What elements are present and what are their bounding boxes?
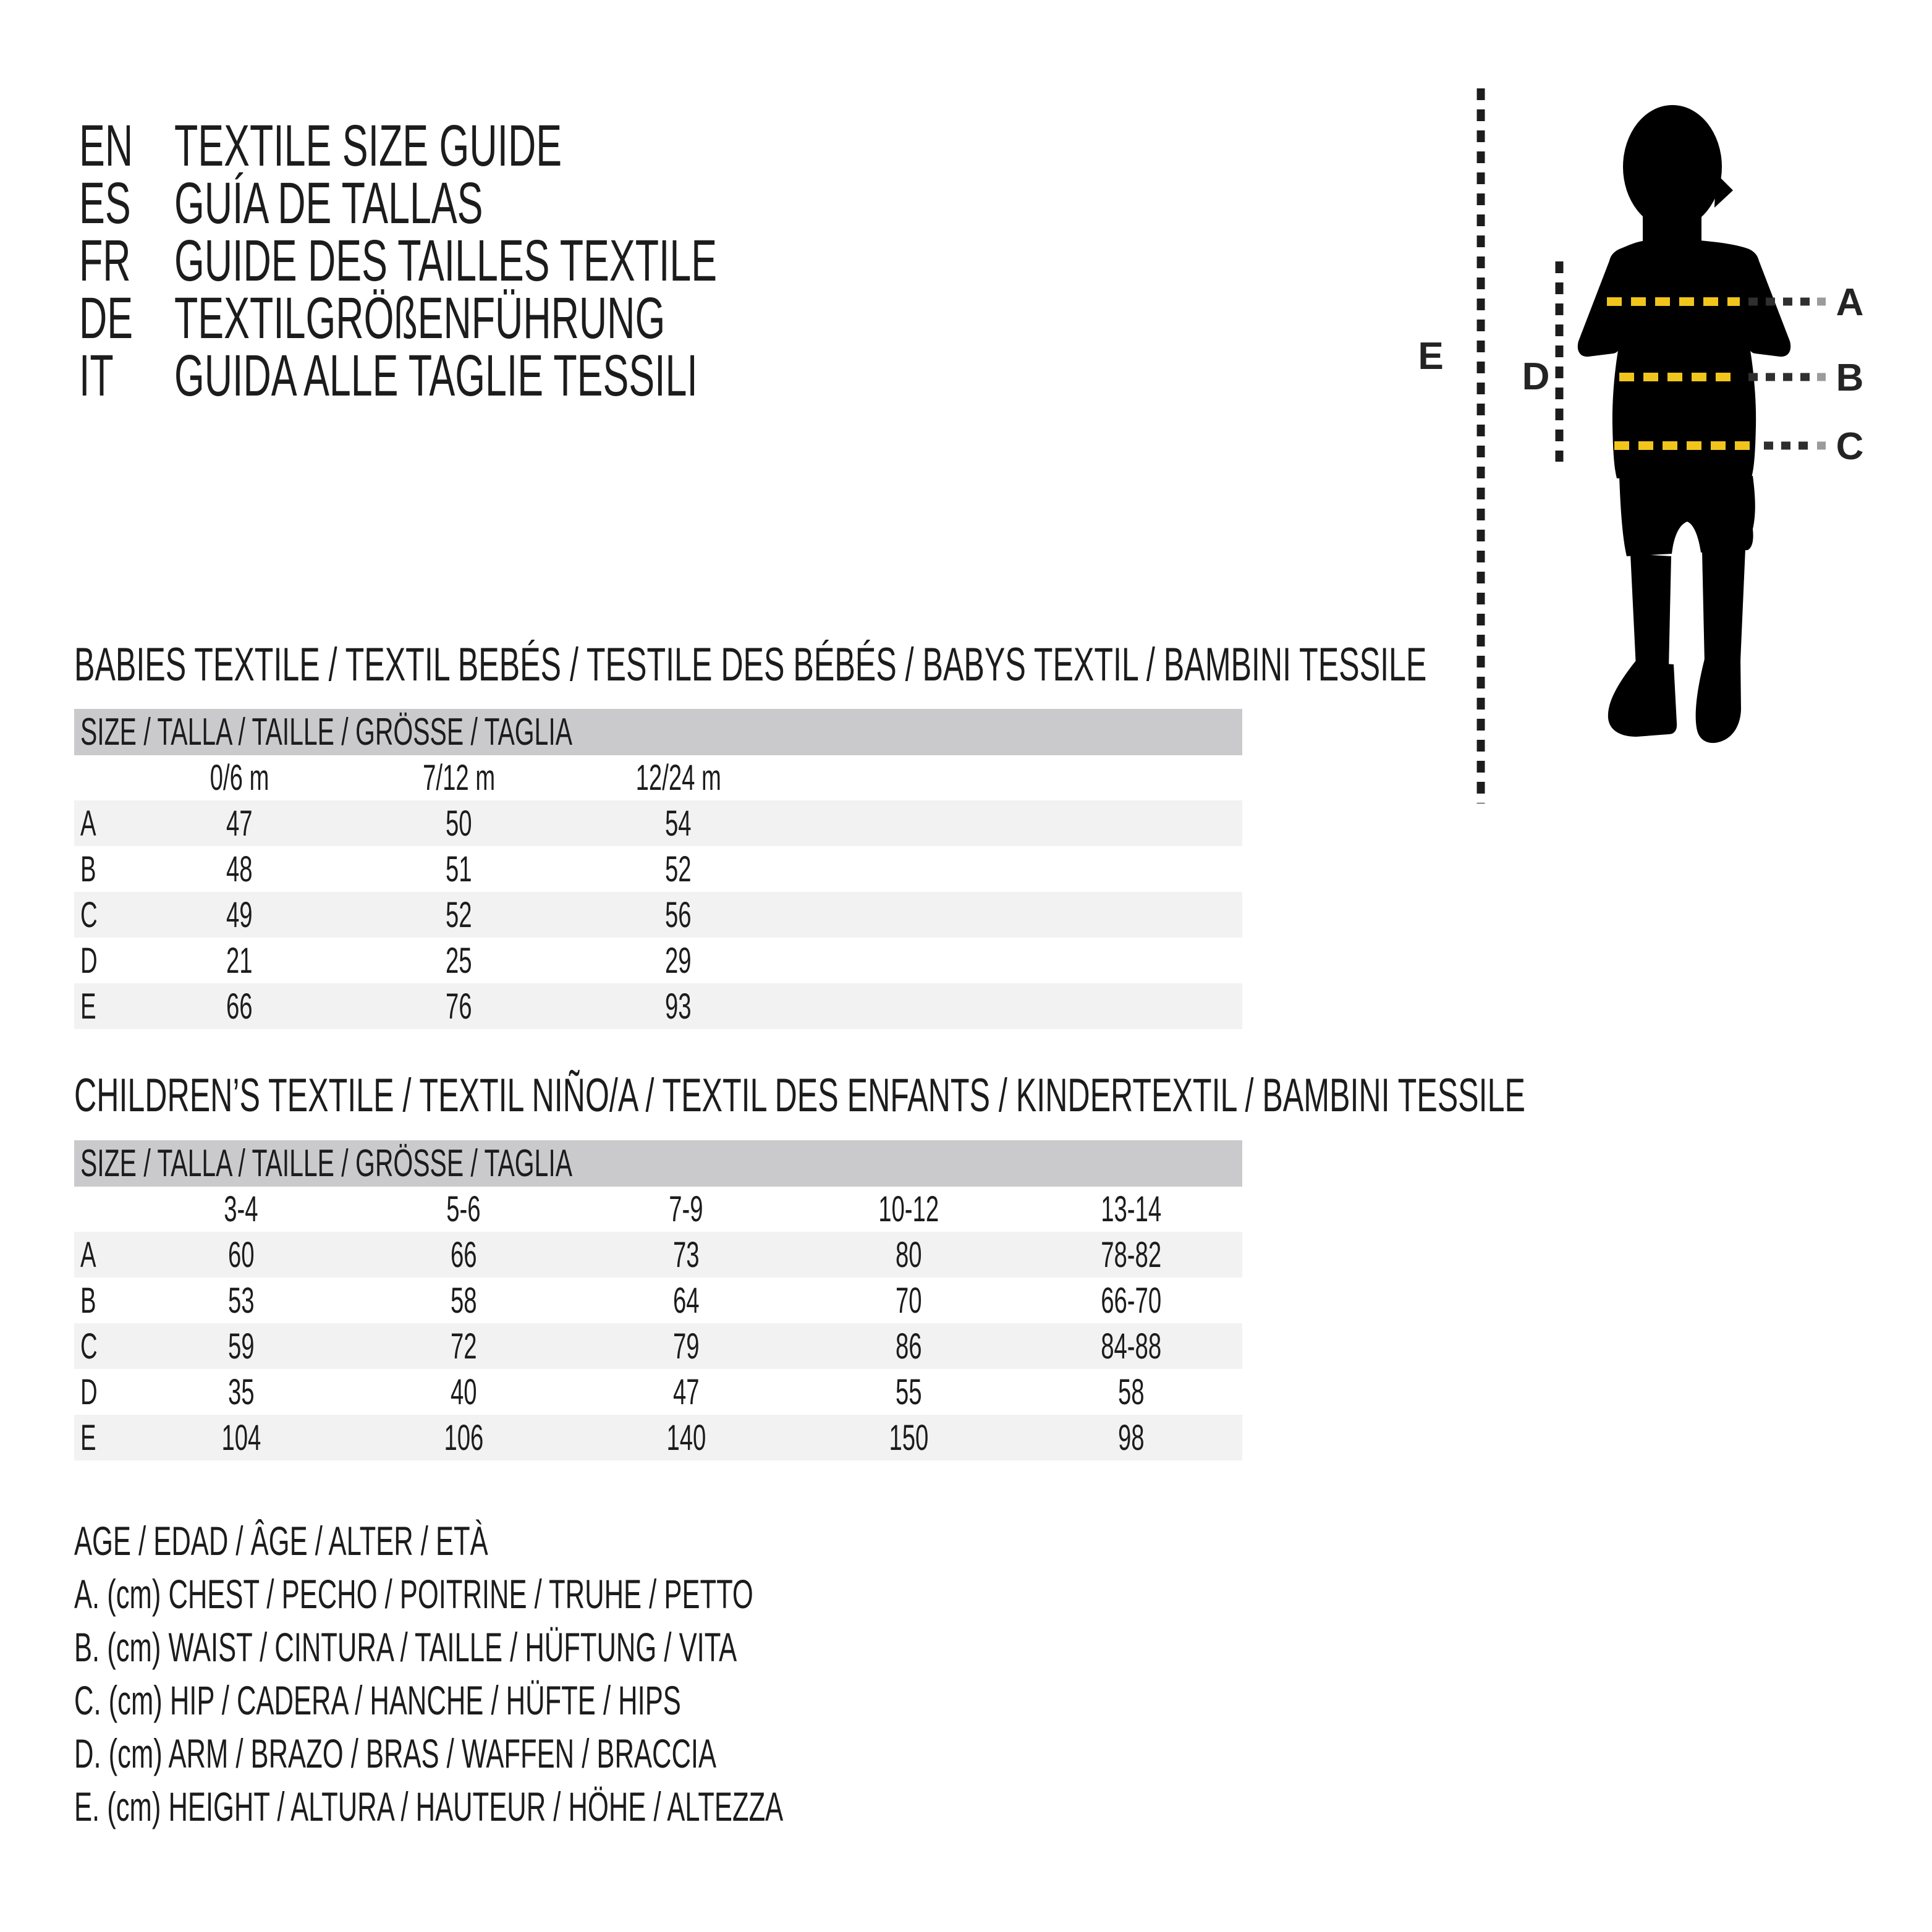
table-cell: 52 <box>665 849 692 889</box>
language-code: DE <box>79 286 133 351</box>
table-cell: 58 <box>450 1280 477 1321</box>
table-cell: 29 <box>665 940 692 981</box>
row-label: B <box>80 1280 96 1321</box>
table-cell: 52 <box>446 894 472 935</box>
label-height-E: E <box>1418 335 1444 378</box>
table-row <box>74 1323 1242 1369</box>
table-cell: 93 <box>665 986 692 1027</box>
legend-line: E. (cm) HEIGHT / ALTURA / HAUTEUR / HÖHE / ALTEZZA <box>74 1784 784 1829</box>
babies-size-table <box>74 709 1242 1029</box>
table-cell: 35 <box>227 1371 255 1412</box>
legend-line: B. (cm) WAIST / CINTURA / TAILLE / HÜFTUNG / VITA <box>74 1624 737 1670</box>
column-header: 0/6 m <box>210 758 269 798</box>
language-code: FR <box>79 228 131 294</box>
table-cell: 72 <box>450 1326 477 1366</box>
children-size-table <box>74 1140 1242 1460</box>
babies-section-title <box>74 638 1932 691</box>
babies-table-header-bar <box>74 709 1242 755</box>
table-cell: 51 <box>446 849 472 889</box>
table-row <box>74 938 1242 983</box>
table-cell: 150 <box>889 1417 928 1458</box>
language-code: IT <box>79 343 114 409</box>
table-cell: 76 <box>446 986 472 1027</box>
table-cell: 84-88 <box>1101 1326 1161 1366</box>
table-row <box>74 846 1242 892</box>
row-label: D <box>80 940 98 981</box>
language-list <box>79 113 996 409</box>
language-title: GUIDE DES TAILLES TEXTILE <box>174 228 718 294</box>
table-cell: 64 <box>672 1280 700 1321</box>
column-header: 7/12 m <box>422 758 496 798</box>
language-code: EN <box>79 113 133 179</box>
column-header: 7-9 <box>669 1189 703 1229</box>
legend-line: D. (cm) ARM / BRAZO / BRAS / WAFFEN / BRACCIA <box>74 1731 717 1776</box>
language-row <box>79 343 996 409</box>
table-row <box>74 1415 1242 1460</box>
row-label: E <box>80 1417 96 1458</box>
table-cell: 73 <box>672 1234 700 1275</box>
language-title: GUIDA ALLE TAGLIE TESSILI <box>174 343 698 409</box>
language-title: TEXTILGRÖßENFÜHRUNG <box>174 286 666 351</box>
table-cell: 106 <box>444 1417 483 1458</box>
table-row <box>74 892 1242 938</box>
table-cell: 66 <box>226 986 253 1027</box>
table-cell: 140 <box>666 1417 706 1458</box>
children-table-header-bar <box>74 1140 1242 1187</box>
language-code: ES <box>79 171 131 236</box>
table-cell: 25 <box>446 940 472 981</box>
legend-line: A. (cm) CHEST / PECHO / POITRINE / TRUHE / PETTO <box>74 1571 753 1617</box>
table-row <box>74 800 1242 846</box>
table-cell: 54 <box>665 803 692 844</box>
table-cell: 86 <box>895 1326 922 1366</box>
babies-section-title-text: BABIES TEXTILE / TEXTIL BEBÉS / TESTILE DES BÉBÉS / BABYS TEXTIL / BAMBINI TESSILE <box>74 638 1427 691</box>
measurement-figure <box>1409 80 1932 816</box>
table-cell: 59 <box>227 1326 255 1366</box>
table-cell: 78-82 <box>1101 1234 1161 1275</box>
children-section-title <box>74 1069 1932 1122</box>
table-cell: 50 <box>446 803 472 844</box>
table-cell: 80 <box>895 1234 922 1275</box>
children-table-header-text: SIZE / TALLA / TAILLE / GRÖSSE / TAGLIA <box>80 1142 572 1185</box>
table-cell: 66 <box>450 1234 477 1275</box>
row-label: E <box>80 986 96 1027</box>
language-row <box>79 113 996 179</box>
table-cell: 66-70 <box>1101 1280 1161 1321</box>
table-row <box>74 1277 1242 1323</box>
row-label: D <box>80 1371 98 1412</box>
language-title: TEXTILE SIZE GUIDE <box>174 113 562 179</box>
children-column-headers <box>74 1187 1242 1232</box>
row-label: A <box>80 1234 96 1275</box>
table-cell: 49 <box>226 894 253 935</box>
table-cell: 40 <box>450 1371 477 1412</box>
babies-column-headers <box>74 755 1242 800</box>
column-header: 5-6 <box>446 1189 481 1229</box>
table-row <box>74 1369 1242 1415</box>
label-waist-B: B <box>1836 357 1864 399</box>
babies-table-rows <box>74 800 1242 1029</box>
label-hip-C: C <box>1836 425 1864 468</box>
children-table-rows <box>74 1232 1242 1460</box>
label-chest-A: A <box>1836 281 1864 324</box>
table-cell: 60 <box>227 1234 255 1275</box>
column-header: 12/24 m <box>635 758 721 798</box>
legend <box>74 1514 1148 1833</box>
table-cell: 21 <box>226 940 253 981</box>
children-section-title-text: CHILDREN’S TEXTILE / TEXTIL NIÑO/A / TEXTIL DES ENFANTS / KINDERTEXTIL / BAMBINI TESSILE <box>74 1069 1525 1122</box>
table-row <box>74 983 1242 1029</box>
table-cell: 47 <box>226 803 253 844</box>
table-row <box>74 1232 1242 1277</box>
table-cell: 70 <box>895 1280 922 1321</box>
legend-line: C. (cm) HIP / CADERA / HANCHE / HÜFTE / HIPS <box>74 1677 681 1723</box>
babies-table-header-text: SIZE / TALLA / TAILLE / GRÖSSE / TAGLIA <box>80 711 572 753</box>
column-header: 13-14 <box>1101 1189 1161 1229</box>
row-label: B <box>80 849 96 889</box>
language-row <box>79 171 996 236</box>
row-label: C <box>80 894 98 935</box>
table-cell: 47 <box>672 1371 700 1412</box>
row-label: A <box>80 803 96 844</box>
legend-line: AGE / EDAD / ÂGE / ALTER / ETÀ <box>74 1518 488 1564</box>
table-cell: 98 <box>1117 1417 1145 1458</box>
language-title: GUÍA DE TALLAS <box>174 171 483 236</box>
table-cell: 55 <box>895 1371 922 1412</box>
column-header: 10-12 <box>878 1189 939 1229</box>
column-header: 3-4 <box>224 1189 258 1229</box>
table-cell: 104 <box>221 1417 261 1458</box>
table-cell: 53 <box>227 1280 255 1321</box>
table-cell: 48 <box>226 849 253 889</box>
row-label: C <box>80 1326 98 1366</box>
label-arm-D: D <box>1522 355 1550 398</box>
language-row <box>79 286 996 351</box>
table-cell: 79 <box>672 1326 700 1366</box>
table-cell: 58 <box>1117 1371 1145 1412</box>
table-cell: 56 <box>665 894 692 935</box>
language-row <box>79 228 996 294</box>
